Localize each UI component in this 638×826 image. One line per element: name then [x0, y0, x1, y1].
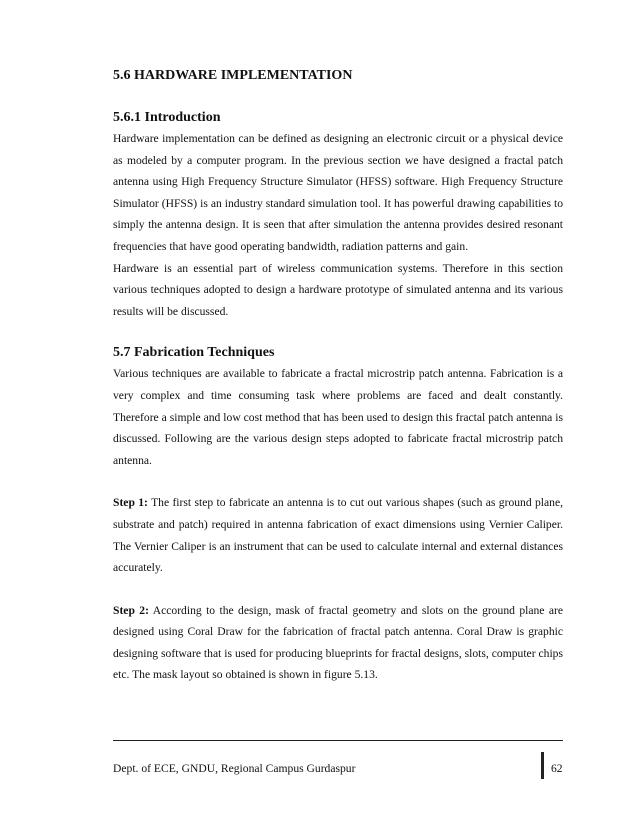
subsection-heading-5-6-1: 5.6.1 Introduction — [113, 110, 221, 125]
fabrication-paragraph: Various techniques are available to fabricate a fractal microstrip patch antenna. Fabrication is a very complex and time consuming task where problems are faced and dealt constantly. Therefore a simple and low cost method that has been used to design this fractal patch antenna is discussed. Following are the various design steps adopted to fabricate fractal microstrip patch antenna. — [113, 367, 563, 467]
page-content — [113, 66, 563, 686]
footer-department: Dept. of ECE, GNDU, Regional Campus Gurdaspur — [113, 762, 356, 775]
page-number: 62 — [551, 762, 563, 775]
step-2-text: According to the design, mask of fractal geometry and slots on the ground plane are designed using Coral Draw for the fabrication of fractal patch antenna. Coral Draw is graphic designing software that is used for producing blueprints for fractal designs, slots, computer chips etc. The mask layout so obtained is shown in figure 5.13. — [113, 603, 563, 682]
section-heading-5-6: 5.6 HARDWARE IMPLEMENTATION — [113, 68, 353, 83]
section-heading-5-7: 5.7 Fabrication Techniques — [113, 345, 275, 361]
page-footer — [113, 740, 563, 775]
intro-paragraph-1: Hardware implementation can be defined as designing an electronic circuit or a physical device as modeled by a computer program. In the previous section we have designed a fractal patch antenna using High Frequency Structure Simulator (HFSS) software. High Frequency Structure Simulator (HFSS) is an industry standard simulation tool. It has powerful drawing capabilities to simply the antenna design. It is seen that after simulation the antenna provides desired resonant frequencies that have good operating bandwidth, radiation patterns and gain. — [113, 132, 563, 253]
step-1-text: The first step to fabricate an antenna is to cut out various shapes (such as ground plane, substrate and patch) required in antenna fabrication of exact dimensions using Vernier Caliper. The Vernier Caliper is an instrument that can be used to calculate internal and external distances accurately. — [113, 496, 563, 575]
intro-paragraph-2: Hardware is an essential part of wireless communication systems. Therefore in this section various techniques adopted to design a hardware prototype of simulated antenna and its various results will be discussed. — [113, 261, 563, 318]
step-1-label: Step 1: — [113, 496, 148, 510]
step-1-paragraph — [113, 492, 563, 578]
step-2-paragraph — [113, 600, 563, 686]
step-2-label: Step 2: — [113, 603, 149, 617]
page-number-divider — [541, 752, 544, 779]
